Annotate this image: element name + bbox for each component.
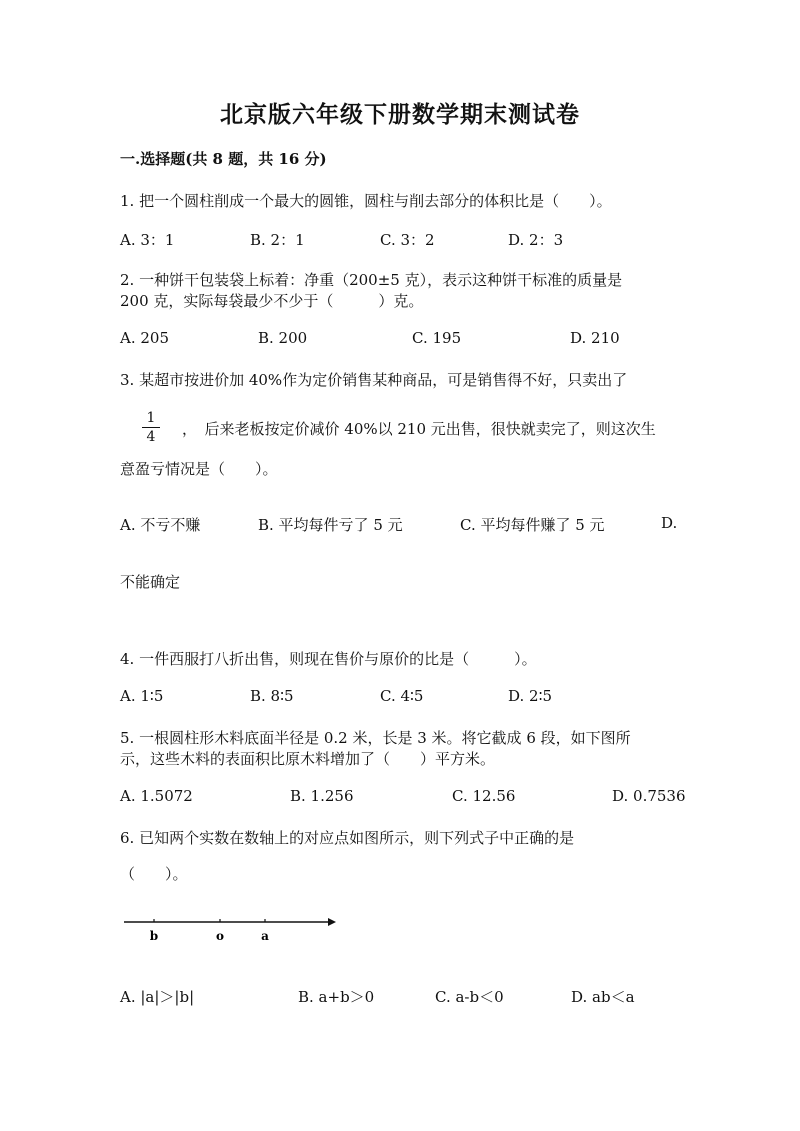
question-6-text-line-2: （ ）。 [120, 865, 188, 883]
question-1-option-b: B. 2：1 [250, 231, 305, 249]
page-title: 北京版六年级下册数学期末测试卷 [220, 101, 580, 128]
number-line-arrow-icon [328, 918, 336, 926]
question-2-option-a: A. 205 [120, 329, 169, 347]
question-5-text-line-2: 示，这些木料的表面积比原木料增加了（ ）平方米。 [120, 750, 496, 768]
question-3-option-d: D. [661, 514, 678, 532]
question-2-option-c: C. 195 [412, 329, 462, 347]
question-5-text-line-1: 5. 一根圆柱形木料底面半径是 0.2 米，长是 3 米。将它截成 6 段，如下图所 [120, 729, 631, 747]
question-1-text: 1. 把一个圆柱削成一个最大的圆锥，圆柱与削去部分的体积比是（ ）。 [120, 192, 612, 210]
question-3-option-b: B. 平均每件亏了 5 元 [258, 516, 403, 534]
question-4-option-a: A. 1∶5 [120, 687, 164, 705]
label-a: a [261, 929, 269, 943]
question-4-option-d: D. 2∶5 [508, 687, 553, 705]
section-heading: 一.选择题(共 8 题，共 16 分) [120, 150, 327, 168]
question-2-text-line-2: 200 克，实际每袋最少不少于（ ）克。 [120, 292, 424, 310]
question-1-option-a: A. 3：1 [120, 231, 175, 249]
question-3-text-line-2: ， 后来老板按定价减价 40%以 210 元出售，很快就卖完了，则这次生 [182, 420, 656, 438]
question-2-text-line-1: 2. 一种饼干包装袋上标着：净重（200±5 克），表示这种饼干标准的质量是 [120, 271, 623, 289]
question-4-option-c: C. 4∶5 [380, 687, 424, 705]
number-line-figure [122, 912, 338, 946]
fraction-one-quarter [140, 410, 162, 445]
question-6-option-c: C. a-b＜0 [435, 988, 504, 1006]
question-6-option-d: D. ab＜a [571, 988, 635, 1006]
question-6-option-a: A. |a|＞|b| [120, 988, 195, 1006]
fraction-numerator: 1 [146, 410, 156, 426]
question-2-option-d: D. 210 [570, 329, 620, 347]
question-5-option-a: A. 1.5072 [120, 787, 193, 805]
question-3-option-a: A. 不亏不赚 [120, 516, 201, 534]
question-3-text-line-1: 3. 某超市按进价加 40%作为定价销售某种商品，可是销售得不好，只卖出了 [120, 371, 628, 389]
label-b: b [149, 929, 159, 943]
question-1-option-d: D. 2：3 [508, 231, 564, 249]
question-5-option-d: D. 0.7536 [612, 787, 686, 805]
question-1-option-c: C. 3：2 [380, 231, 435, 249]
question-6-option-b: B. a+b＞0 [298, 988, 375, 1006]
question-4-text: 4. 一件西服打八折出售，则现在售价与原价的比是（ ）。 [120, 650, 537, 668]
question-2-option-b: B. 200 [258, 329, 308, 347]
fraction-bar [142, 427, 160, 428]
question-6-text-line-1: 6. 已知两个实数在数轴上的对应点如图所示，则下列式子中正确的是 [120, 829, 575, 847]
question-3-text-line-3: 意盈亏情况是（ ）。 [120, 460, 278, 478]
question-4-option-b: B. 8∶5 [250, 687, 294, 705]
question-5-option-b: B. 1.256 [290, 787, 354, 805]
question-5-option-c: C. 12.56 [452, 787, 516, 805]
question-3-option-d-text: 不能确定 [120, 573, 181, 591]
fraction-denominator: 4 [146, 429, 156, 445]
question-3-option-c: C. 平均每件赚了 5 元 [460, 516, 605, 534]
label-o: o [215, 929, 225, 943]
